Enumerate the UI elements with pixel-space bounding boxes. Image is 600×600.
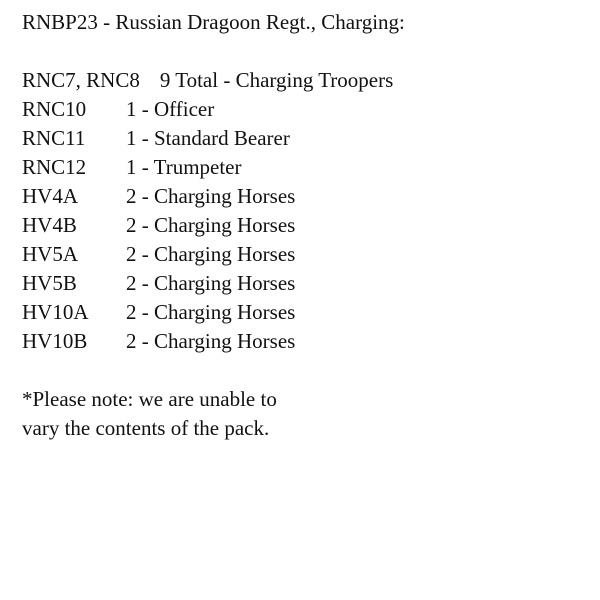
item-description: 2 - Charging Horses [126,271,296,295]
item-code: RNC12 [22,155,87,179]
list-item [22,182,405,211]
item-code: HV4A [22,184,78,208]
item-description: 2 - Charging Horses [126,184,296,208]
pack-note [22,385,405,443]
spacer [22,356,405,385]
item-description: 9 Total - Charging Troopers [159,68,394,92]
item-description: 2 - Charging Horses [126,242,296,266]
item-code: HV4B [22,213,77,237]
item-code: HV5A [22,242,78,266]
item-description: 1 - Officer [126,97,215,121]
item-list [22,66,405,356]
item-code: HV10A [22,300,89,324]
item-code: RNC10 [22,97,87,121]
spacer [22,37,405,66]
list-item [22,298,405,327]
note-line: vary the contents of the pack. [22,416,270,440]
item-description: 2 - Charging Horses [126,300,296,324]
list-item [22,327,405,356]
list-item [22,66,405,95]
note-line: *Please note: we are unable to [22,387,277,411]
list-item [22,124,405,153]
pack-contents-document [22,8,405,443]
item-description: 2 - Charging Horses [126,329,296,353]
list-item [22,240,405,269]
item-code: RNC11 [22,126,86,150]
list-item [22,211,405,240]
list-item [22,153,405,182]
item-code: HV5B [22,271,77,295]
pack-title: RNBP23 - Russian Dragoon Regt., Charging: [22,10,405,34]
list-item [22,269,405,298]
item-description: 1 - Standard Bearer [126,126,290,150]
item-code: RNC7, RNC8 [22,68,140,92]
item-description: 1 - Trumpeter [126,155,242,179]
item-code: HV10B [22,329,88,353]
item-description: 2 - Charging Horses [126,213,296,237]
list-item [22,95,405,124]
